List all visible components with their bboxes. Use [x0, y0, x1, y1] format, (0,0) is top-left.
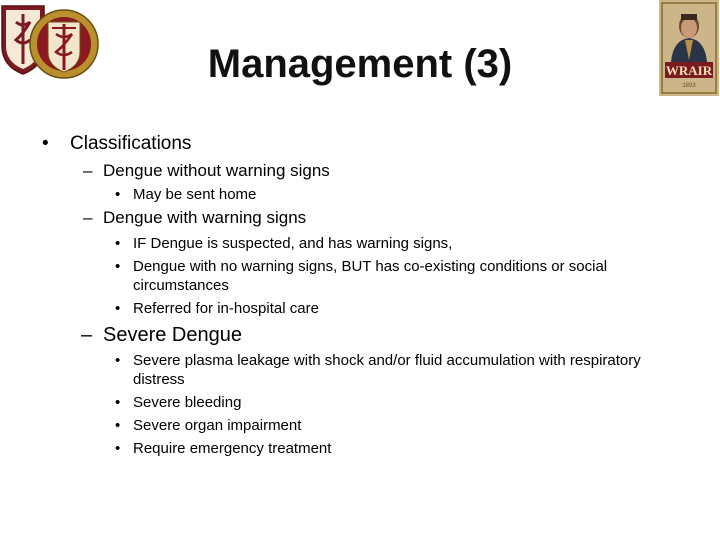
- bullet-marker: •: [115, 186, 121, 203]
- bullet-emergency-treatment: Require emergency treatment: [133, 440, 332, 457]
- bullet-marker: •: [42, 133, 49, 154]
- bullet-marker: •: [115, 235, 121, 252]
- bullet-organ-impairment: Severe organ impairment: [133, 417, 302, 434]
- bullet-continuation: distress: [133, 371, 185, 388]
- bullet-marker: •: [115, 394, 121, 411]
- wrair-text: WRAIR: [665, 63, 713, 78]
- dash-marker: –: [81, 324, 93, 346]
- dash-marker: –: [83, 208, 93, 227]
- bullet-marker: •: [115, 258, 121, 275]
- slide-title: Management (3): [207, 42, 513, 86]
- bullet-marker: •: [115, 440, 121, 457]
- bullet-severe-dengue: Severe Dengue: [103, 324, 242, 346]
- bullet-severe-bleeding: Severe bleeding: [133, 394, 242, 411]
- bullet-marker: •: [115, 300, 121, 317]
- dash-marker: –: [83, 161, 93, 180]
- bullet-continuation: circumstances: [133, 277, 229, 294]
- bullet-dengue-without-warning: Dengue without warning signs: [103, 161, 330, 180]
- bullet-marker: •: [115, 417, 121, 434]
- bullet-plasma-leakage: Severe plasma leakage with shock and/or fluid accumulation with respiratory: [133, 352, 641, 369]
- bullet-marker: •: [115, 352, 121, 369]
- bullet-if-dengue-suspected: IF Dengue is suspected, and has warning signs,: [133, 235, 453, 252]
- bullet-referred-hospital: Referred for in-hospital care: [133, 300, 319, 317]
- wrair-year: 1893: [682, 83, 696, 89]
- bullet-dengue-with-warning: Dengue with warning signs: [103, 208, 307, 227]
- bullet-may-be-sent-home: May be sent home: [133, 186, 257, 203]
- bullet-no-warning-coexisting: Dengue with no warning signs, BUT has co-existing conditions or social: [133, 258, 608, 275]
- bullet-classifications: Classifications: [70, 133, 192, 154]
